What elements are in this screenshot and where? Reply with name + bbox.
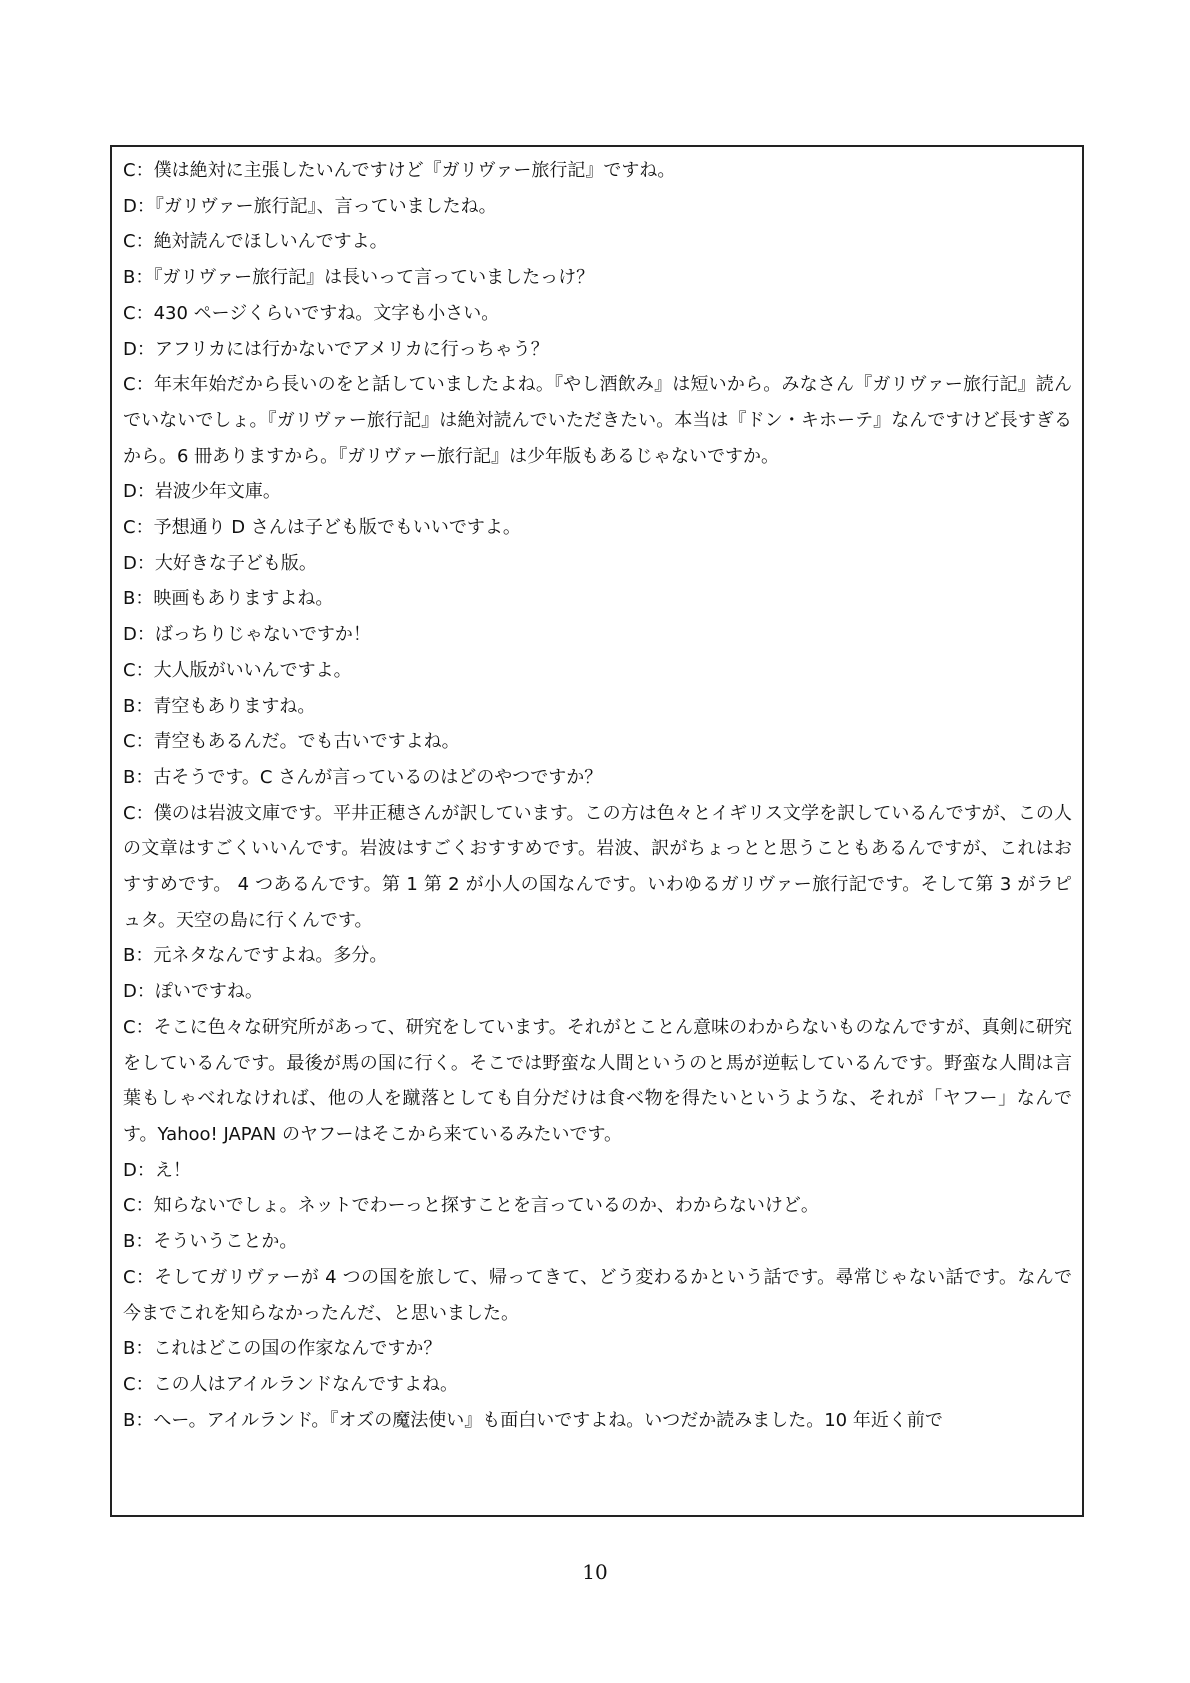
dialogue-line-27: B：へー。アイルランド。『オズの魔法使い』も面白いですよね。いつだか読みました。10 年近く前で (123, 1409, 943, 1431)
dialogue-line-4: B：『ガリヴァー旅行記』は長いって言っていましたっけ？ (123, 267, 595, 289)
dialogue-line-25: B：これはどこの国の作家なんですか？ (123, 1338, 442, 1360)
dialogue-line-26: C：この人はアイルランドなんですよね。 (123, 1373, 458, 1395)
dialogue-line-7: C：年末年始だから長いのをと話していましたよね。『やし酒飲み』は短いから。みなさん『ガリヴァー旅行記』読んでいないでしょ。『ガリヴァー旅行記』は絶対読んでいただきたい。本当は『ドン・キホーテ』なんですけど長すぎるから。6 冊ありますから。『ガリヴァー旅行記』は少年版もあるじゃないですか。 (123, 374, 1072, 467)
dialogue-line-6: D：アフリカには行かないでアメリカに行っちゃう？ (123, 338, 549, 360)
dialogue-line-9: C：予想通り D さんは子ども版でもいいですよ。 (123, 517, 521, 539)
dialogue-line-5: C：430 ページくらいですね。文字も小さい。 (123, 302, 500, 324)
transcript-box (110, 145, 1084, 1517)
dialogue-line-10: D：大好きな子ども版。 (123, 552, 317, 574)
dialogue-line-15: C：青空もあるんだ。でも古いですよね。 (123, 731, 460, 753)
dialogue-line-16: B：古そうです。C さんが言っているのはどのやつですか？ (123, 766, 603, 788)
dialogue-line-13: C：大人版がいいんですよ。 (123, 659, 352, 681)
dialogue-line-22: C：知らないでしょ。ネットでわーっと探すことを言っているのか、わからないけど。 (123, 1195, 819, 1217)
dialogue-line-8: D：岩波少年文庫。 (123, 481, 281, 503)
dialogue-line-14: B：青空もありますね。 (123, 695, 316, 717)
dialogue-line-23: B：そういうことか。 (123, 1231, 298, 1253)
dialogue-line-12: D：ばっちりじゃないですか！ (123, 624, 371, 646)
dialogue-line-1: C：僕は絶対に主張したいんですけど『ガリヴァー旅行記』ですね。 (123, 160, 676, 181)
dialogue-line-3: C：絶対読んでほしいんですよ。 (123, 231, 388, 253)
dialogue-line-20: C：そこに色々な研究所があって、研究をしています。それがとことん意味のわからないものなんですが、真剣に研究をしているんです。最後が馬の国に行く。そこでは野蛮な人間というのと馬が逆転しているんです。野蛮な人間は言葉もしゃべれなければ、他の人を蹴落としても自分だけは食べ物を得たいというような、それが「ヤフー」なんです。Yahoo! JAPAN のヤフーはそこから来ているみたいです。 (123, 1016, 1072, 1145)
dialogue-line-17: C：僕のは岩波文庫です。平井正穂さんが訳しています。この方は色々とイギリス文学を訳しているんですが、この人の文章はすごくいいんです。岩波はすごくおすすめです。岩波、訳がちょっとと思うこともあるんですが、これはおすすめです。 4 つあるんです。第 1 第 2 が小人の国なんです。いわゆるガリヴァー旅行記です。そして第 3 がラピュタ。天空の島に行くんです。 (123, 802, 1072, 931)
page-number: 10 (582, 1560, 608, 1584)
dialogue-line-2: D：『ガリヴァー旅行記』、言っていましたね。 (123, 195, 497, 217)
dialogue-line-24: C：そしてガリヴァーが 4 つの国を旅して、帰ってきて、どう変わるかという話です。尋常じゃない話です。なんで今までこれを知らなかったんだ、と思いました。 (123, 1266, 1072, 1324)
dialogue-line-21: D：え！ (123, 1159, 191, 1181)
dialogue-line-18: B：元ネタなんですよね。多分。 (123, 945, 388, 967)
dialogue-line-19: D：ぽいですね。 (123, 981, 263, 1003)
dialogue-line-11: B：映画もありますよね。 (123, 588, 334, 610)
